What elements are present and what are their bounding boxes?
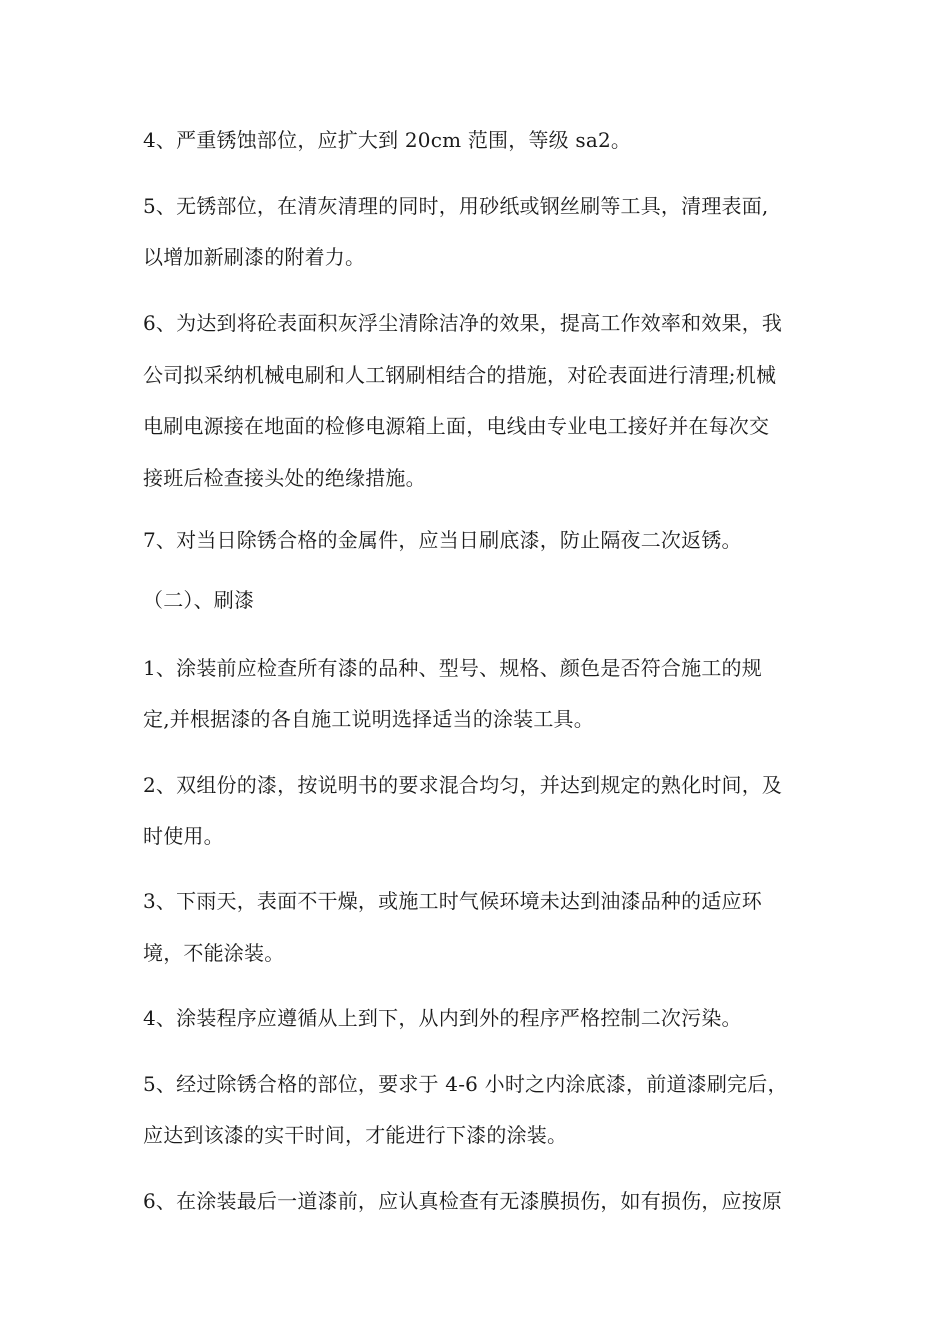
text-line: 电刷电源接在地面的检修电源箱上面，电线由专业电工接好并在每次交 — [143, 414, 770, 438]
text-line: 接班后检查接头处的绝缘措施。 — [143, 466, 426, 490]
text-line: 5、经过除锈合格的部位，要求于 4-6 小时之内涂底漆，前道漆刷完后， — [143, 1072, 788, 1096]
text-line: 4、严重锈蚀部位，应扩大到 20cm 范围，等级 sa2。 — [143, 128, 632, 152]
text-line: 5、无锈部位，在清灰清理的同时，用砂纸或钢丝刷等工具，清理表面, — [143, 194, 769, 218]
section-heading: （二）、刷漆 — [143, 588, 255, 612]
text-line: 2、双组份的漆，按说明书的要求混合均匀，并达到规定的熟化时间，及 — [143, 773, 783, 797]
text-line: 6、为达到将砼表面积灰浮尘清除洁净的效果，提高工作效率和效果，我 — [143, 311, 783, 335]
text-line: 3、下雨天，表面不干燥，或施工时气候环境未达到油漆品种的适应环 — [143, 889, 762, 913]
text-line: 以增加新刷漆的附着力。 — [143, 245, 366, 269]
text-line: 境，不能涂装。 — [143, 941, 285, 965]
text-line: 定,并根据漆的各自施工说明选择适当的涂装工具。 — [143, 707, 594, 731]
text-line: 公司拟采纳机械电刷和人工钢刷相结合的措施，对砼表面进行清理;机械 — [143, 363, 777, 387]
text-line: 时使用。 — [143, 824, 224, 848]
text-line: 4、涂装程序应遵循从上到下，从内到外的程序严格控制二次污染。 — [143, 1006, 742, 1030]
text-line: 应达到该漆的实干时间，才能进行下漆的涂装。 — [143, 1123, 568, 1147]
text-line: 6、在涂装最后一道漆前，应认真检查有无漆膜损伤，如有损伤，应按原 — [143, 1189, 783, 1213]
text-line: 1、涂装前应检查所有漆的品种、型号、规格、颜色是否符合施工的规 — [143, 656, 762, 680]
text-line: 7、对当日除锈合格的金属件，应当日刷底漆，防止隔夜二次返锈。 — [143, 528, 742, 552]
